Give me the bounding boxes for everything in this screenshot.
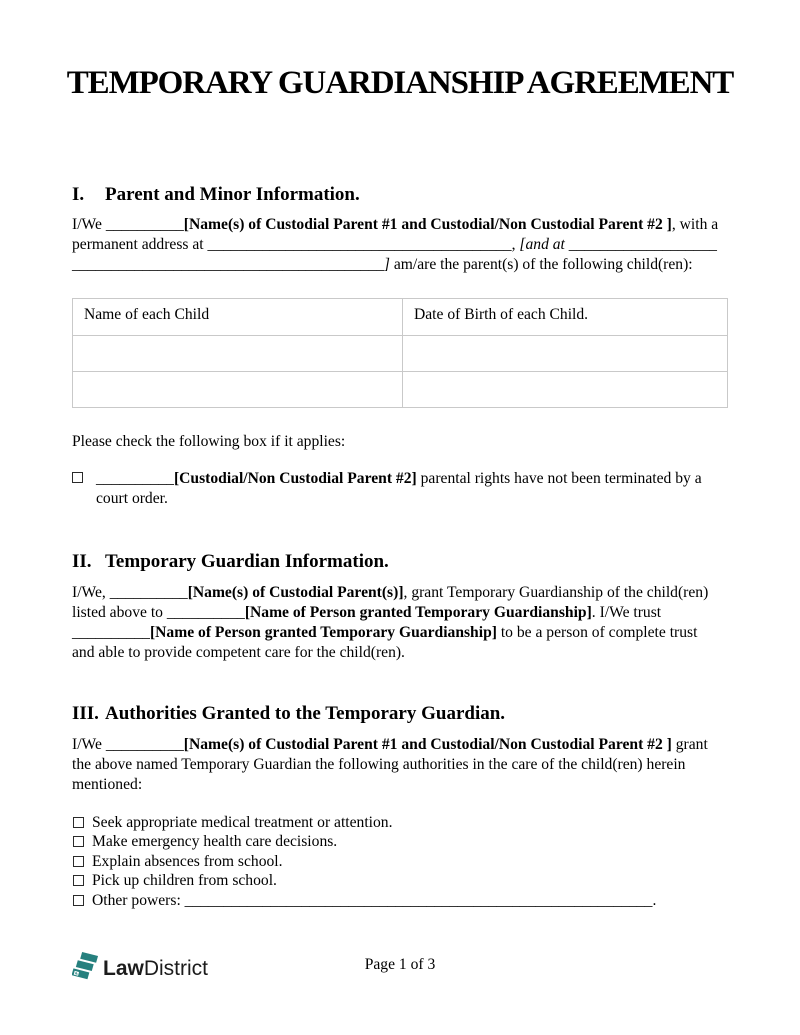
authority-label: Make emergency health care decisions. xyxy=(92,833,338,851)
consent-check-label: __________[Custodial/Non Custodial Parent #2] parental rights have not been terminated by a court order. xyxy=(96,469,702,507)
section-number: III. xyxy=(72,702,99,724)
authority-checkbox[interactable] xyxy=(73,875,84,886)
section-title: Parent and Minor Information. xyxy=(105,183,360,205)
authority-label: Explain absences from school. xyxy=(92,852,283,870)
section-title: Temporary Guardian Information. xyxy=(105,550,389,572)
authority-item xyxy=(72,832,728,852)
authority-checkbox[interactable] xyxy=(73,817,84,828)
page-footer xyxy=(72,947,728,985)
section-heading-temp-guardian xyxy=(72,550,728,574)
table-row xyxy=(73,371,728,407)
section-number: II. xyxy=(72,550,92,572)
check-prompt: Please check the following box if it applies: xyxy=(72,432,346,450)
section-number: I. xyxy=(72,183,85,205)
brand-law-text: Law xyxy=(103,956,144,980)
temp-guardian-intro: I/We, __________[Name(s) of Custodial Parent(s)], grant Temporary Guardianship of the child(ren) listed above to __________[Name of Person granted Temporary Guardianship]. I/We trust __________[Name of Person granted Temporary Guardianship] to be a person of complete trust and able to provide competent care for the child(ren). xyxy=(72,583,709,661)
child-dob-cell[interactable] xyxy=(403,371,728,407)
child-dob-cell[interactable] xyxy=(403,335,728,371)
authority-checkbox[interactable] xyxy=(73,856,84,867)
authority-item xyxy=(72,891,728,911)
brand-district-text: District xyxy=(143,956,209,980)
section-title: Authorities Granted to the Temporary Guardian. xyxy=(105,702,506,724)
authority-item xyxy=(72,852,728,872)
section-heading-parent-minor xyxy=(72,183,728,207)
authority-label: Seek appropriate medical treatment or attention. xyxy=(92,813,393,831)
authorities-list xyxy=(72,813,728,911)
consent-checkbox[interactable] xyxy=(72,472,83,483)
authority-checkbox[interactable] xyxy=(73,836,84,847)
parent-minor-intro: I/We __________[Name(s) of Custodial Parent #1 and Custodial/Non Custodial Parent #2 ], with a permanent address at _______________________________________, [and at ___________________ ________________________________________] am/are the parent(s) of the following child(ren): xyxy=(72,215,719,273)
authority-checkbox[interactable] xyxy=(73,895,84,906)
children-table xyxy=(72,298,728,408)
consent-check-item xyxy=(72,469,728,509)
table-header-child-name: Name of each Child xyxy=(73,298,403,335)
authority-label: Other powers: ____________________________________________________________. xyxy=(92,891,657,909)
authority-label: Pick up children from school. xyxy=(92,872,277,890)
child-name-cell[interactable] xyxy=(73,335,403,371)
table-row xyxy=(73,335,728,371)
table-header-child-dob: Date of Birth of each Child. xyxy=(403,298,728,335)
document-title: TEMPORARY GUARDIANSHIP AGREEMENT xyxy=(66,65,734,101)
page-number: Page 1 of 3 xyxy=(364,956,436,973)
section-heading-authorities xyxy=(72,702,728,726)
child-name-cell[interactable] xyxy=(73,371,403,407)
authority-item xyxy=(72,871,728,891)
authority-item xyxy=(72,813,728,833)
table-header-row xyxy=(73,298,728,335)
authorities-intro: I/We __________[Name(s) of Custodial Parent #1 and Custodial/Non Custodial Parent #2 ] grant the above named Temporary Guardian the following authorities in the care of the child(ren) herein mentioned: xyxy=(72,735,708,793)
